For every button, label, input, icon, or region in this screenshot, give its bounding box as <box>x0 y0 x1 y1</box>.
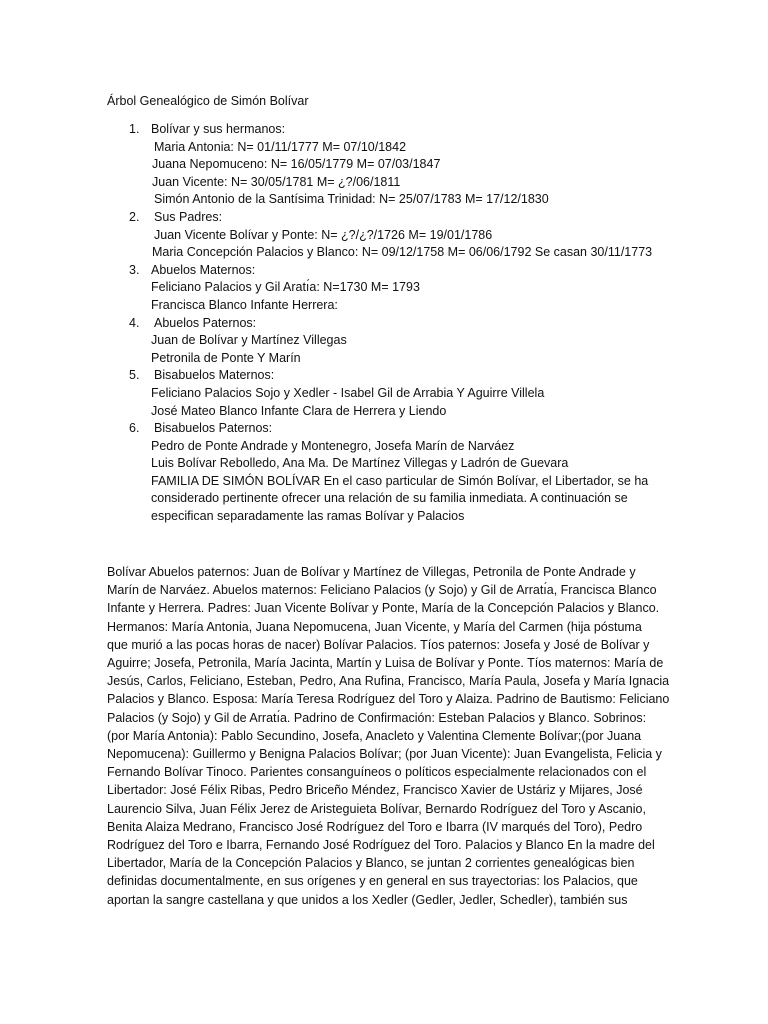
list-item <box>107 367 667 420</box>
body-text-line: Aguirre; Josefa, Petronila, María Jacinta, Martín y Luisa de Bolívar y Ponte. Tíos maternos: María de <box>107 656 664 671</box>
list-item-heading: Bolívar y sus hermanos: <box>151 122 286 136</box>
body-text-line: Palacios y Blanco. Esposa: María Teresa Rodríguez del Toro y Alaiza. Padrino de Bautismo: Feliciano <box>107 692 670 707</box>
body-text-line: Hermanos: María Antonia, Juana Nepomucena, Juan Vicente, y María del Carmen (hija póstuma <box>107 619 642 634</box>
list-item-line: Maria Concepción Palacios y Blanco: N= 09/12/1758 M= 06/06/1792 Se casan 30/11/1773 <box>152 245 653 260</box>
list-item <box>107 262 667 315</box>
body-text-line: Bolívar Abuelos paternos: Juan de Bolívar y Martínez de Villegas, Petronila de Ponte Andrade y <box>107 565 636 579</box>
genealogy-list <box>107 121 667 526</box>
list-item-line: Juana Nepomuceno: N= 16/05/1779 M= 07/03/1847 <box>152 157 441 172</box>
list-item-line: Pedro de Ponte Andrade y Montenegro, Josefa Marín de Narváez <box>151 438 515 453</box>
body-text-line: Libertador: José Félix Ribas, Pedro Briceño Méndez, Francisco Xavier de Ustáriz y Mijares, José <box>107 783 643 798</box>
list-item <box>107 315 667 368</box>
body-text-line: Laurencio Silva, Juan Félix Jerez de Aristeguieta Bolívar, Bernardo Rodríguez del Toro y Ascanio, <box>107 801 646 816</box>
body-text-line: (por María Antonia): Pablo Secundino, Josefa, Anacleto y Valentina Clemente Bolívar;(por Juana <box>107 728 642 743</box>
family-body-paragraph <box>107 563 670 909</box>
list-item-line: Feliciano Palacios Sojo y Xedler - Isabel Gil de Arrabia Y Aguirre Villela <box>151 385 545 400</box>
body-text-line: aportan la sangre castellana y que unidos a los Xedler (Gedler, Jedler, Schedler), también sus <box>107 892 628 907</box>
list-item-number: 1. <box>129 122 140 136</box>
body-text-line: definidas documentalmente, en sus orígenes y en general en sus trayectorias: los Palacios, que <box>107 874 638 889</box>
list-item-line: Juan Vicente Bolívar y Ponte: N= ¿?/¿?/1726 M= 19/01/1786 <box>154 227 493 242</box>
list-item-number: 3. <box>129 262 140 277</box>
list-item <box>107 209 667 262</box>
body-text-line: Fernando Bolívar Tinoco. Parientes consanguíneos o políticos especialmente relacionados con el <box>107 765 647 780</box>
body-text-line: Rodríguez del Toro e Ibarra, Fernando José Rodríguez del Toro. Palacios y Blanco En la madre del <box>107 838 655 853</box>
list-item <box>107 121 667 209</box>
list-item-heading: Bisabuelos Paternos: <box>154 421 273 436</box>
document-title: Árbol Genealógico de Simón Bolívar <box>107 94 309 108</box>
body-text-line: Benita Alaiza Medrano, Francisco José Rodríguez del Toro e Ibarra (IV marqués del Toro), Pedro <box>107 819 643 834</box>
family-intro-paragraph: FAMILIA DE SIMÓN BOLÍVAR En el caso particular de Simón Bolívar, el Libertador, se ha considerado pertinente ofrecer una relación de su familia inmediata. A continuación se especifican separadamente las ramas Bolívar y Palacios <box>151 473 649 524</box>
list-item-number: 5. <box>129 368 140 383</box>
list-item <box>107 420 667 526</box>
list-item-number: 6. <box>129 421 140 436</box>
list-item-line: Maria Antonia: N= 01/11/1777 M= 07/10/1842 <box>154 139 407 154</box>
body-text-line: Marín de Narváez. Abuelos maternos: Feliciano Palacios (y Sojo) y Gil de Arratı́a, Francisca Blanco <box>107 583 657 598</box>
body-text-line: Infante y Herrera. Padres: Juan Vicente Bolívar y Ponte, María de la Concepción Palacios y Blanco. <box>107 601 660 616</box>
list-item-line: Luis Bolívar Rebolledo, Ana Ma. De Martínez Villegas y Ladrón de Guevara <box>151 456 569 471</box>
list-item-line: José Mateo Blanco Infante Clara de Herrera y Liendo <box>151 403 447 418</box>
body-text-line: Libertador, María de la Concepción Palacios y Blanco, se juntan 2 corrientes genealógicas bien <box>107 856 635 871</box>
list-item-heading: Abuelos Paternos: <box>154 315 257 330</box>
list-item-number: 4. <box>129 315 140 330</box>
list-item-heading: Bisabuelos Maternos: <box>154 368 275 383</box>
list-item-number: 2. <box>129 209 140 224</box>
list-item-line: Petronila de Ponte Y Marín <box>151 350 301 365</box>
list-item-line: Francisca Blanco Infante Herrera: <box>151 297 338 312</box>
body-text-line: Jesús, Carlos, Feliciano, Esteban, Pedro, Ana Rufina, Francisco, María Paula, Josefa y María Ignacia <box>107 674 670 689</box>
list-item-heading: Abuelos Maternos: <box>151 262 256 277</box>
body-text-line: que murió a las pocas horas de nacer) Bolívar Palacios. Tíos paternos: Josefa y José de Bolívar y <box>107 637 650 652</box>
list-item-line: Feliciano Palacios y Gil Aratı́a: N=1730 M= 1793 <box>151 280 420 295</box>
list-item-line: Juan de Bolívar y Martínez Villegas <box>151 333 347 348</box>
list-item-line: Juan Vicente: N= 30/05/1781 M= ¿?/06/1811 <box>152 174 401 189</box>
body-text-line: Palacios (y Sojo) y Gil de Arratı́a. Padrino de Confirmación: Esteban Palacios y Blanco. Sobrinos: <box>107 710 647 725</box>
body-text-line: Nepomucena): Guillermo y Benigna Palacios Bolívar; (por Juan Vicente): Juan Evangelista, Felicia y <box>107 747 662 762</box>
list-item-line: Simón Antonio de la Santísima Trinidad: N= 25/07/1783 M= 17/12/1830 <box>154 192 549 207</box>
list-item-heading: Sus Padres: <box>154 209 223 224</box>
